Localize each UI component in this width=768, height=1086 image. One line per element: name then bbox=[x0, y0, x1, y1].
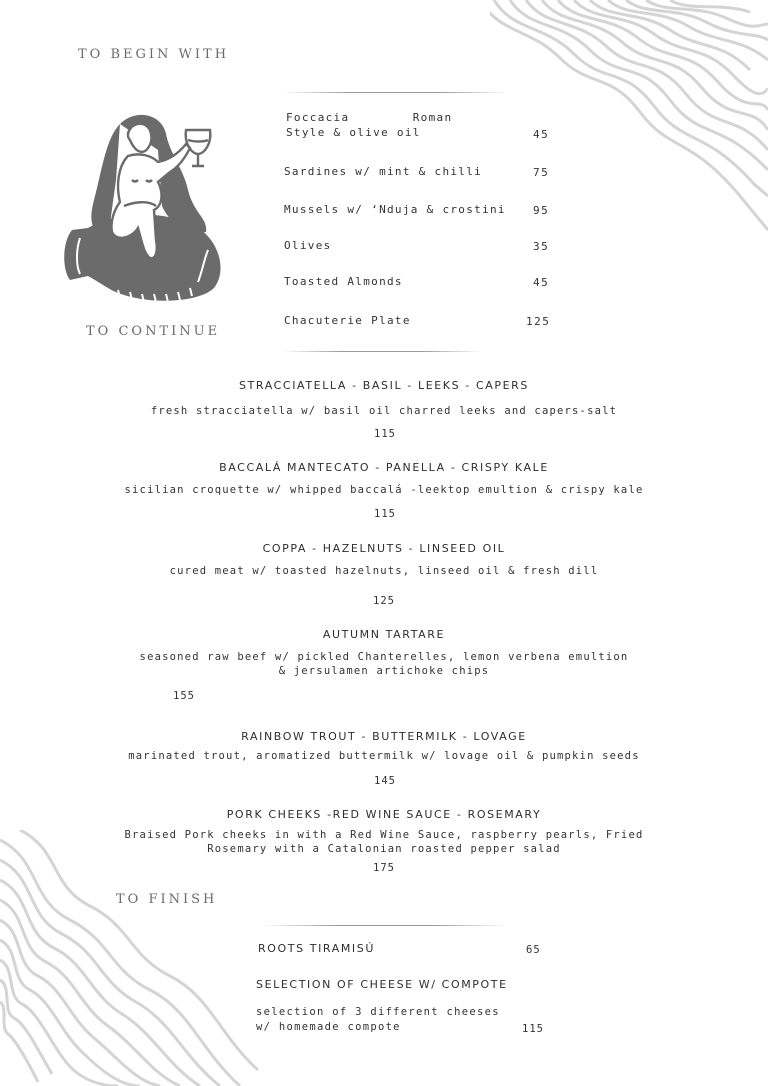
dish-price: 115 bbox=[374, 508, 396, 520]
starter-name-olives: Olives bbox=[284, 239, 332, 252]
starter-price-olives: 35 bbox=[533, 240, 550, 253]
section-title-finish: TO FINISH bbox=[116, 892, 218, 907]
section-title-continue: TO CONTINUE bbox=[86, 324, 221, 339]
dish-title: AUTUMN TARTARE bbox=[322, 628, 446, 641]
dessert-desc-cheese-line2: w/ homemade compote bbox=[256, 1021, 401, 1033]
starter-price-mussels: 95 bbox=[533, 204, 550, 217]
starter-name-focaccia-line2: Style & olive oil bbox=[286, 126, 421, 139]
dish-title: STRACCIATELLA - BASIL - LEEKS - CAPERS bbox=[239, 379, 529, 392]
dish-description: Braised Pork cheeks in with a Red Wine Sauce, raspberry pearls, Fried bbox=[124, 829, 644, 841]
dish-title: BACCALÁ MANTECATO - PANELLA - CRISPY KALE bbox=[219, 461, 549, 474]
dish-description: fresh stracciatella w/ basil oil charred leeks and capers-salt bbox=[150, 405, 618, 417]
section-title-begin: TO BEGIN WITH bbox=[78, 47, 230, 62]
starter-name-sardines: Sardines w/ mint & chilli bbox=[284, 165, 483, 178]
dessert-price-cheese: 115 bbox=[522, 1023, 544, 1035]
dessert-desc-cheese-line1: selection of 3 different cheeses bbox=[256, 1006, 500, 1018]
dish-title: RAINBOW TROUT - BUTTERMILK - LOVAGE bbox=[241, 730, 527, 743]
dish-description: seasoned raw beef w/ pickled Chanterelles, lemon verbena emultion bbox=[139, 651, 629, 663]
dish-title: COPPA - HAZELNUTS - LINSEED OIL bbox=[262, 542, 506, 555]
dish-description: sicilian croquette w/ whipped baccalá -leektop emultion & crispy kale bbox=[124, 484, 644, 496]
wave-pattern-top-right bbox=[490, 0, 768, 250]
dish-title: PORK CHEEKS -RED WINE SAUCE - ROSEMARY bbox=[226, 808, 542, 821]
divider-top bbox=[282, 92, 508, 93]
dish-price: 175 bbox=[373, 862, 395, 874]
dish-price: 155 bbox=[173, 690, 195, 702]
dessert-title-tiramisu: ROOTS TIRAMISÚ bbox=[258, 942, 376, 955]
woman-wine-illustration bbox=[58, 110, 230, 305]
dessert-title-cheese: SELECTION OF CHEESE W/ COMPOTE bbox=[256, 978, 508, 991]
dish-price: 145 bbox=[374, 775, 396, 787]
starter-price-sardines: 75 bbox=[533, 166, 550, 179]
dish-price: 115 bbox=[374, 428, 396, 440]
starter-name-almonds: Toasted Almonds bbox=[284, 275, 403, 288]
starter-name-chacuterie: Chacuterie Plate bbox=[284, 314, 411, 327]
dish-description: & jersulamen artichoke chips bbox=[278, 665, 490, 677]
dish-description: marinated trout, aromatized buttermilk w/ lovage oil & pumpkin seeds bbox=[128, 750, 640, 762]
starter-name-focaccia-line1: Foccacia Roman bbox=[286, 111, 453, 124]
wave-pattern-bottom-left bbox=[0, 830, 260, 1086]
dish-price: 125 bbox=[373, 595, 395, 607]
dessert-price-tiramisu: 65 bbox=[526, 944, 541, 956]
dish-description: cured meat w/ toasted hazelnuts, linseed oil & fresh dill bbox=[169, 565, 599, 577]
starter-price-focaccia: 45 bbox=[533, 128, 550, 141]
dish-description: Rosemary with a Catalonian roasted pepper salad bbox=[207, 843, 561, 855]
divider-middle bbox=[282, 351, 482, 352]
starter-price-chacuterie: 125 bbox=[526, 315, 551, 328]
starter-name-mussels: Mussels w/ ‘Nduja & crostini bbox=[284, 203, 506, 216]
divider-bottom bbox=[262, 925, 508, 926]
starter-price-almonds: 45 bbox=[533, 276, 550, 289]
